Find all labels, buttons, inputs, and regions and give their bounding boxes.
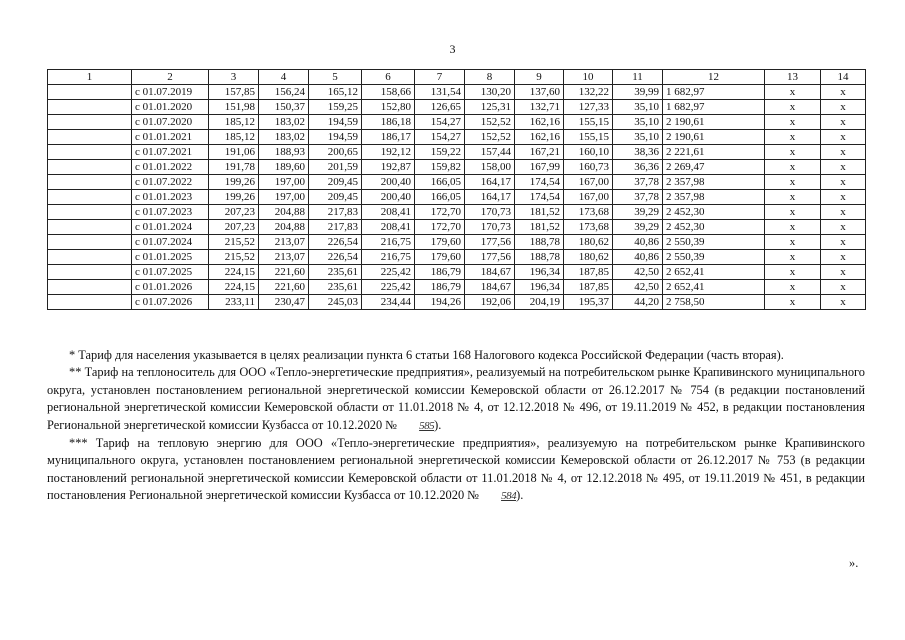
column-number-cell: 3: [209, 70, 259, 85]
table-cell: х: [765, 250, 821, 265]
table-cell: 181,52: [515, 205, 564, 220]
table-cell: 2 758,50: [663, 295, 765, 310]
table-cell: 184,67: [465, 280, 515, 295]
table-cell: 215,52: [209, 250, 259, 265]
table-cell: 207,23: [209, 205, 259, 220]
table-cell: 225,42: [362, 280, 415, 295]
table-cell: 2 652,41: [663, 265, 765, 280]
table-cell: 42,50: [613, 265, 663, 280]
table-cell: 199,26: [209, 190, 259, 205]
table-cell: 2 550,39: [663, 235, 765, 250]
table-cell: 132,71: [515, 100, 564, 115]
table-cell: 165,12: [309, 85, 362, 100]
table-cell: 37,78: [613, 190, 663, 205]
column-number-cell: 10: [564, 70, 613, 85]
table-cell: 204,88: [259, 220, 309, 235]
tariff-table: [47, 69, 866, 310]
table-cell: с 01.07.2022: [132, 175, 209, 190]
table-cell: 207,23: [209, 220, 259, 235]
table-cell: 235,61: [309, 280, 362, 295]
table-cell: 152,52: [465, 115, 515, 130]
footnote-3-tail: ).: [516, 488, 524, 503]
table-row: [48, 145, 866, 160]
table-cell: х: [821, 100, 866, 115]
table-cell: 235,61: [309, 265, 362, 280]
table-cell: 216,75: [362, 235, 415, 250]
table-row: [48, 175, 866, 190]
handwritten-number-585: 585: [419, 419, 435, 432]
table-cell: 177,56: [465, 250, 515, 265]
table-cell: 209,45: [309, 190, 362, 205]
table-cell: с 01.07.2021: [132, 145, 209, 160]
table-cell: 158,00: [465, 160, 515, 175]
table-cell: [48, 115, 132, 130]
table-cell: 159,82: [415, 160, 465, 175]
table-cell: 186,79: [415, 280, 465, 295]
table-cell: [48, 220, 132, 235]
table-cell: 137,60: [515, 85, 564, 100]
table-cell: х: [821, 175, 866, 190]
table-cell: х: [821, 130, 866, 145]
table-cell: 2 190,61: [663, 115, 765, 130]
table-cell: [48, 85, 132, 100]
table-cell: 225,42: [362, 265, 415, 280]
table-cell: х: [765, 220, 821, 235]
table-cell: 127,33: [564, 100, 613, 115]
table-cell: 154,27: [415, 115, 465, 130]
table-cell: [48, 280, 132, 295]
table-cell: 179,60: [415, 250, 465, 265]
table-cell: х: [765, 205, 821, 220]
table-cell: х: [821, 160, 866, 175]
table-cell: 35,10: [613, 100, 663, 115]
table-cell: 195,37: [564, 295, 613, 310]
table-cell: 150,37: [259, 100, 309, 115]
table-cell: 204,19: [515, 295, 564, 310]
column-number-cell: 4: [259, 70, 309, 85]
column-number-cell: 2: [132, 70, 209, 85]
table-cell: 187,85: [564, 265, 613, 280]
table-cell: 35,10: [613, 130, 663, 145]
table-cell: 40,86: [613, 235, 663, 250]
column-number-cell: 7: [415, 70, 465, 85]
table-cell: 35,10: [613, 115, 663, 130]
table-cell: с 01.01.2023: [132, 190, 209, 205]
table-cell: 180,62: [564, 250, 613, 265]
table-cell: 38,36: [613, 145, 663, 160]
table-cell: 194,26: [415, 295, 465, 310]
table-cell: 2 550,39: [663, 250, 765, 265]
table-cell: 181,52: [515, 220, 564, 235]
table-cell: с 01.07.2024: [132, 235, 209, 250]
table-cell: 159,25: [309, 100, 362, 115]
table-cell: 191,78: [209, 160, 259, 175]
table-cell: 130,20: [465, 85, 515, 100]
table-cell: с 01.01.2024: [132, 220, 209, 235]
footnote-3: [47, 435, 865, 506]
table-cell: 183,02: [259, 130, 309, 145]
table-cell: х: [821, 280, 866, 295]
table-header-row: [48, 70, 866, 85]
table-cell: 174,54: [515, 190, 564, 205]
table-cell: х: [821, 115, 866, 130]
table-row: [48, 100, 866, 115]
table-cell: х: [821, 85, 866, 100]
table-cell: 173,68: [564, 205, 613, 220]
footnote-3-text: *** Тариф на тепловую энергию для ООО «Тепло-энергетические предприятия», реализуемую на потребительском рынке Крапивинского муниципального округа, установлен постановлением региональной энергетической комиссии Кемеровской области от 26.12.2017 № 753 (в редакции постановлений региональной энергетической комиссии Кемеровской области от 11.01.2018 № 4, от 12.12.2018 № 495, от 19.11.2019 № 451, в редакции постановления Региональной энергетической комиссии Кузбасса от 10.12.2020 №: [47, 436, 865, 503]
table-cell: 209,45: [309, 175, 362, 190]
table-row: [48, 115, 866, 130]
table-cell: 208,41: [362, 220, 415, 235]
table-cell: [48, 145, 132, 160]
page-number: 3: [449, 42, 456, 56]
table-row: [48, 205, 866, 220]
table-cell: 234,44: [362, 295, 415, 310]
table-cell: 215,52: [209, 235, 259, 250]
table-row: [48, 130, 866, 145]
column-number-cell: 9: [515, 70, 564, 85]
table-cell: х: [765, 175, 821, 190]
table-cell: 191,06: [209, 145, 259, 160]
table-cell: 39,29: [613, 205, 663, 220]
table-cell: 2 652,41: [663, 280, 765, 295]
table-cell: 126,65: [415, 100, 465, 115]
table-cell: 213,07: [259, 235, 309, 250]
table-cell: х: [765, 145, 821, 160]
table-cell: х: [821, 190, 866, 205]
table-cell: с 01.07.2020: [132, 115, 209, 130]
table-cell: 197,00: [259, 175, 309, 190]
table-cell: 192,87: [362, 160, 415, 175]
table-cell: 201,59: [309, 160, 362, 175]
table-cell: 154,27: [415, 130, 465, 145]
table-cell: 159,22: [415, 145, 465, 160]
table-cell: 132,22: [564, 85, 613, 100]
table-cell: 184,67: [465, 265, 515, 280]
table-cell: х: [765, 295, 821, 310]
table-cell: 213,07: [259, 250, 309, 265]
table-row: [48, 250, 866, 265]
table-cell: х: [821, 145, 866, 160]
column-number-cell: 6: [362, 70, 415, 85]
table-cell: 186,79: [415, 265, 465, 280]
table-cell: 194,59: [309, 115, 362, 130]
table-cell: х: [765, 160, 821, 175]
table-cell: 2 221,61: [663, 145, 765, 160]
table-cell: 166,05: [415, 175, 465, 190]
table-row: [48, 265, 866, 280]
table-cell: с 01.01.2021: [132, 130, 209, 145]
table-cell: х: [821, 250, 866, 265]
table-cell: 188,93: [259, 145, 309, 160]
column-number-cell: 1: [48, 70, 132, 85]
table-cell: 37,78: [613, 175, 663, 190]
table-cell: [48, 100, 132, 115]
table-cell: 183,02: [259, 115, 309, 130]
table-cell: 186,17: [362, 130, 415, 145]
column-number-cell: 14: [821, 70, 866, 85]
table-cell: 167,00: [564, 175, 613, 190]
table-row: [48, 235, 866, 250]
table-cell: 39,99: [613, 85, 663, 100]
table-cell: х: [765, 100, 821, 115]
table-cell: 170,73: [465, 205, 515, 220]
table-cell: 152,80: [362, 100, 415, 115]
table-cell: [48, 175, 132, 190]
table-cell: [48, 160, 132, 175]
table-row: [48, 280, 866, 295]
table-row: [48, 295, 866, 310]
table-row: [48, 220, 866, 235]
table-cell: [48, 190, 132, 205]
table-cell: 2 452,30: [663, 220, 765, 235]
table-cell: 200,65: [309, 145, 362, 160]
table-cell: х: [765, 190, 821, 205]
table-cell: 131,54: [415, 85, 465, 100]
table-cell: с 01.01.2020: [132, 100, 209, 115]
table-cell: 164,17: [465, 175, 515, 190]
table-cell: 185,12: [209, 115, 259, 130]
table-cell: 2 357,98: [663, 190, 765, 205]
table-cell: с 01.01.2026: [132, 280, 209, 295]
table-cell: с 01.01.2022: [132, 160, 209, 175]
table-cell: х: [765, 280, 821, 295]
table-cell: 200,40: [362, 190, 415, 205]
table-cell: 179,60: [415, 235, 465, 250]
table-cell: 172,70: [415, 220, 465, 235]
tariff-table-body: [48, 70, 866, 310]
footnote-2: [47, 364, 865, 435]
table-cell: 217,83: [309, 220, 362, 235]
table-cell: 192,12: [362, 145, 415, 160]
table-cell: [48, 265, 132, 280]
column-number-cell: 11: [613, 70, 663, 85]
table-cell: с 01.07.2023: [132, 205, 209, 220]
table-cell: 204,88: [259, 205, 309, 220]
table-cell: 167,21: [515, 145, 564, 160]
table-cell: 2 269,47: [663, 160, 765, 175]
column-number-cell: 12: [663, 70, 765, 85]
table-cell: 233,11: [209, 295, 259, 310]
table-cell: 164,17: [465, 190, 515, 205]
table-row: [48, 160, 866, 175]
table-cell: 196,34: [515, 265, 564, 280]
table-cell: 172,70: [415, 205, 465, 220]
table-cell: 39,29: [613, 220, 663, 235]
table-cell: с 01.07.2019: [132, 85, 209, 100]
table-cell: 226,54: [309, 235, 362, 250]
table-cell: 155,15: [564, 130, 613, 145]
table-cell: 186,18: [362, 115, 415, 130]
table-cell: 160,73: [564, 160, 613, 175]
table-cell: [48, 130, 132, 145]
table-cell: 189,60: [259, 160, 309, 175]
table-cell: 196,34: [515, 280, 564, 295]
table-cell: 177,56: [465, 235, 515, 250]
table-cell: х: [765, 265, 821, 280]
table-cell: 1 682,97: [663, 100, 765, 115]
table-cell: х: [821, 265, 866, 280]
closing-quote: ».: [849, 556, 859, 570]
table-cell: 155,15: [564, 115, 613, 130]
table-cell: 208,41: [362, 205, 415, 220]
table-cell: 197,00: [259, 190, 309, 205]
table-cell: 200,40: [362, 175, 415, 190]
table-cell: 152,52: [465, 130, 515, 145]
table-cell: 42,50: [613, 280, 663, 295]
table-cell: 224,15: [209, 265, 259, 280]
table-cell: 173,68: [564, 220, 613, 235]
table-cell: 162,16: [515, 130, 564, 145]
footnote-2-tail: ).: [434, 417, 442, 432]
table-cell: 1 682,97: [663, 85, 765, 100]
table-cell: 217,83: [309, 205, 362, 220]
table-row: [48, 190, 866, 205]
table-cell: 166,05: [415, 190, 465, 205]
table-cell: 170,73: [465, 220, 515, 235]
table-cell: х: [765, 85, 821, 100]
table-cell: 40,86: [613, 250, 663, 265]
table-cell: 157,44: [465, 145, 515, 160]
table-cell: 2 190,61: [663, 130, 765, 145]
handwritten-number-584: 584: [501, 490, 517, 503]
table-cell: 194,59: [309, 130, 362, 145]
table-cell: 44,20: [613, 295, 663, 310]
table-cell: 230,47: [259, 295, 309, 310]
column-number-cell: 8: [465, 70, 515, 85]
table-cell: 224,15: [209, 280, 259, 295]
table-cell: х: [821, 220, 866, 235]
table-cell: 158,66: [362, 85, 415, 100]
table-cell: 221,60: [259, 280, 309, 295]
table-cell: х: [765, 115, 821, 130]
table-cell: 226,54: [309, 250, 362, 265]
table-cell: 185,12: [209, 130, 259, 145]
table-cell: х: [821, 205, 866, 220]
table-cell: 167,99: [515, 160, 564, 175]
footnotes: [47, 347, 865, 506]
table-cell: 221,60: [259, 265, 309, 280]
column-number-cell: 13: [765, 70, 821, 85]
table-cell: с 01.01.2025: [132, 250, 209, 265]
table-cell: [48, 205, 132, 220]
table-cell: 174,54: [515, 175, 564, 190]
table-cell: 167,00: [564, 190, 613, 205]
table-cell: 2 357,98: [663, 175, 765, 190]
table-cell: 2 452,30: [663, 205, 765, 220]
column-number-cell: 5: [309, 70, 362, 85]
footnote-2-text: ** Тариф на теплоноситель для ООО «Тепло-энергетические предприятия», реализуемый на потребительском рынке Крапивинского муниципального округа, установлен постановлением региональной энергетической комиссии Кемеровской области от 26.12.2017 № 754 (в редакции постановлений региональной энергетической комиссии Кемеровской области от 11.01.2018 № 4, от 12.12.2018 № 496, от 19.11.2019 № 452, в редакции постановления Региональной энергетической комиссии Кузбасса от 10.12.2020 №: [47, 365, 865, 432]
table-cell: 188,78: [515, 235, 564, 250]
table-cell: [48, 250, 132, 265]
table-cell: 125,31: [465, 100, 515, 115]
table-cell: 180,62: [564, 235, 613, 250]
table-cell: 187,85: [564, 280, 613, 295]
table-cell: 199,26: [209, 175, 259, 190]
table-cell: 192,06: [465, 295, 515, 310]
table-cell: х: [821, 235, 866, 250]
table-cell: х: [821, 295, 866, 310]
table-cell: х: [765, 235, 821, 250]
table-cell: 162,16: [515, 115, 564, 130]
table-cell: с 01.07.2025: [132, 265, 209, 280]
table-cell: 151,98: [209, 100, 259, 115]
table-cell: 245,03: [309, 295, 362, 310]
table-cell: [48, 295, 132, 310]
table-cell: х: [765, 130, 821, 145]
table-cell: 36,36: [613, 160, 663, 175]
table-cell: 188,78: [515, 250, 564, 265]
table-cell: 157,85: [209, 85, 259, 100]
table-row: [48, 85, 866, 100]
table-cell: 156,24: [259, 85, 309, 100]
table-cell: 160,10: [564, 145, 613, 160]
table-cell: [48, 235, 132, 250]
table-cell: с 01.07.2026: [132, 295, 209, 310]
table-cell: 216,75: [362, 250, 415, 265]
footnote-1: * Тариф для населения указывается в целях реализации пункта 6 статьи 168 Налогового кодекса Российской Федерации (часть вторая).: [69, 348, 784, 362]
